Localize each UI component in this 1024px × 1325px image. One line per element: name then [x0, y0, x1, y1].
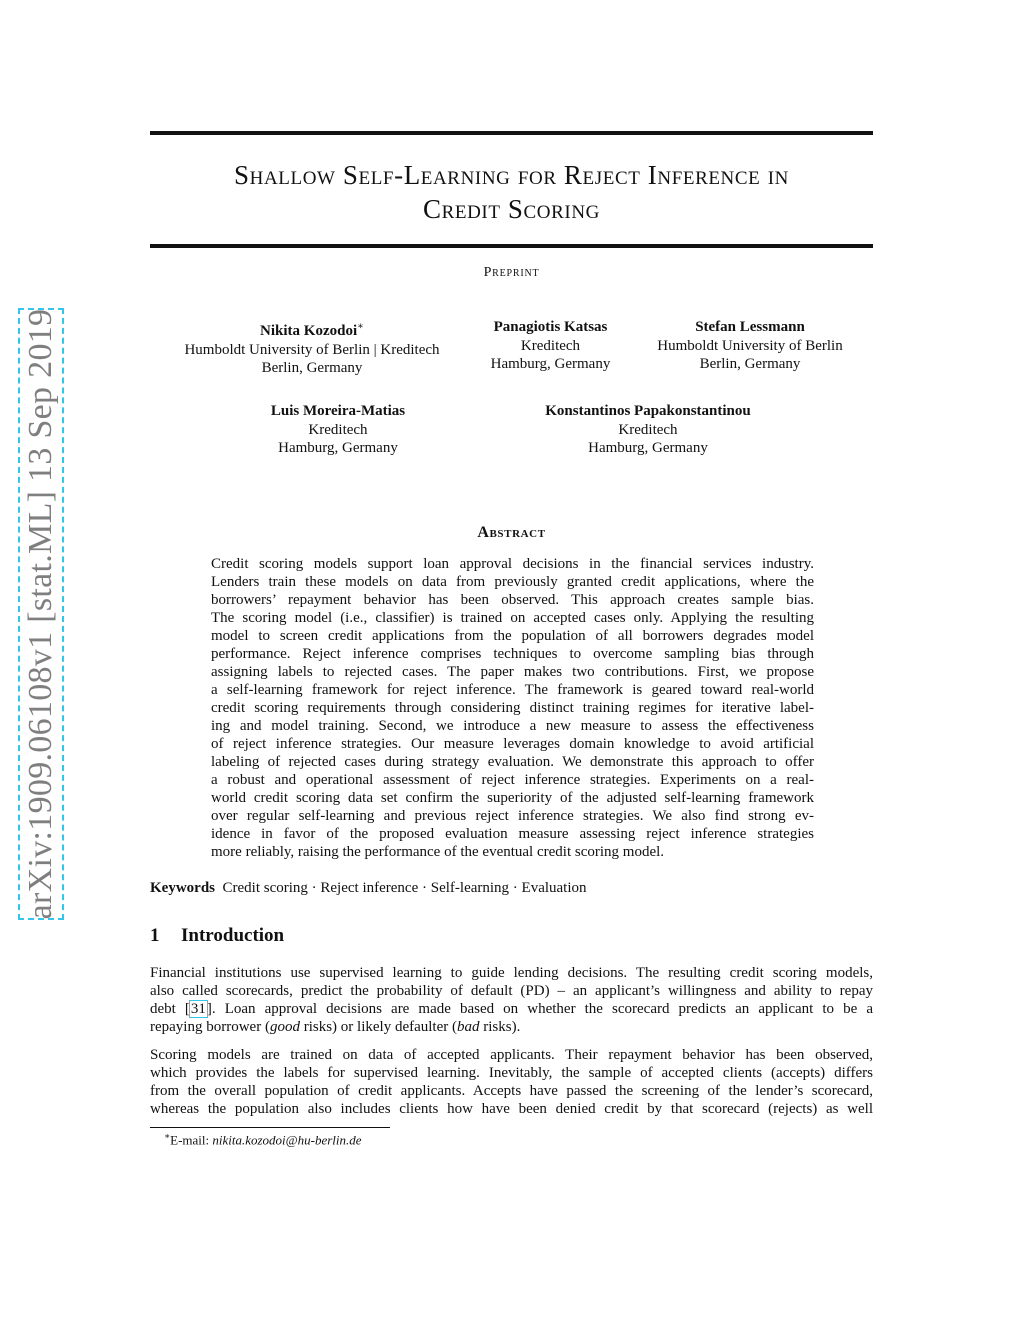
- paragraph-line: from the overall population of credit applicants. Accepts have passed the screening of the lender’s scorecard,: [150, 1083, 873, 1099]
- author-location: Berlin, Germany: [699, 356, 801, 372]
- abstract-line: Lenders train these models on data from previously granted credit applications, where the: [211, 574, 814, 590]
- paragraph-line: Scoring models are trained on data of accepted applicants. Their repayment behavior has been observed,: [150, 1047, 873, 1063]
- paragraph-line: [150, 1018, 873, 1036]
- emphasis-text: bad: [456, 1019, 480, 1035]
- title-rule-top: [150, 131, 873, 135]
- abstract-line: The scoring model (i.e., classifier) is trained on accepted cases only. Applying the resulting: [211, 610, 814, 626]
- author-location: Hamburg, Germany: [490, 356, 611, 372]
- abstract-line: assigning labels to rejected cases. The paper makes two contributions. First, we propose: [211, 664, 814, 680]
- author-name: Panagiotis Katsas: [493, 319, 608, 335]
- author-block: [627, 318, 873, 374]
- author-block: [150, 318, 474, 378]
- author-footnote-mark[interactable]: ∗: [357, 321, 364, 332]
- preprint-label: Preprint: [483, 265, 540, 280]
- title-line-1: Shallow Self-Learning for Reject Inference in: [234, 160, 789, 190]
- line-text: risks) or likely defaulter (: [299, 1019, 457, 1035]
- abstract-line: credit scoring requirements through considering distinct training regimes for iterative label-: [211, 700, 814, 716]
- author-affiliation: Kreditech: [618, 421, 678, 438]
- abstract-line: over regular self-learning and previous reject inference strategies. We also find strong ev-: [211, 808, 814, 824]
- arxiv-identifier: arXiv:1909.06108v1 [stat.ML] 13 Sep 2019: [22, 308, 59, 920]
- author-location: Hamburg, Germany: [278, 440, 398, 456]
- abstract-line: world credit scoring data set confirm the superiority of the adjusted self-learning framework: [211, 790, 814, 806]
- abstract-line: labeling of rejected cases during strategy evaluation. We demonstrate this approach to offer: [211, 754, 814, 770]
- footnote-rule: [150, 1127, 390, 1128]
- abstract-line: of reject inference strategies. Our measure leverages domain knowledge to avoid artificial: [211, 736, 814, 752]
- paper-title: [150, 158, 873, 226]
- citation-link[interactable]: 31: [190, 1001, 206, 1017]
- title-line-2: Credit Scoring: [423, 194, 600, 224]
- line-text: repaying borrower (: [150, 1019, 270, 1035]
- paragraph-line: whereas the population also includes clients how have been denied credit by that scorecard (rejects) as well: [150, 1101, 873, 1117]
- paragraph-line: which provides the labels for supervised learning. Inevitably, the sample of accepted clients (accepts) differs: [150, 1065, 873, 1081]
- author-name: Luis Moreira-Matias: [270, 403, 406, 419]
- abstract-line: Credit scoring models support loan approval decisions in the financial services industry.: [211, 556, 814, 572]
- footnote-email: nikita.kozodoi@hu-berlin.de: [212, 1132, 362, 1148]
- line-text: ]. Loan approval decisions are made based on whether the scorecard predicts an applicant to be a: [206, 1001, 873, 1017]
- abstract-line: ing and model training. Second, we introduce a new measure to assess the effectiveness: [211, 718, 814, 734]
- author-block: [502, 402, 794, 458]
- paragraph-line: [150, 1000, 873, 1018]
- author-block: [223, 402, 453, 458]
- line-text: debt [: [150, 1001, 190, 1017]
- author-affiliation: Kreditech: [520, 337, 581, 354]
- author-affiliation: Humboldt University of Berlin | Kreditech: [184, 341, 440, 358]
- abstract-heading: Abstract: [477, 524, 546, 541]
- footnote-mark: ∗: [164, 1131, 171, 1141]
- author-affiliation: Humboldt University of Berlin: [657, 337, 843, 354]
- line-text: risks).: [479, 1019, 521, 1035]
- author-name: Konstantinos Papakonstantinou: [545, 403, 751, 419]
- abstract-line: a self-learning framework for reject inference. The framework is geared toward real-world: [211, 682, 814, 698]
- abstract-line: model to screen credit applications from the population of all borrowers degrades model: [211, 628, 814, 644]
- author-location: Hamburg, Germany: [588, 440, 708, 456]
- author-affiliation: Kreditech: [308, 421, 368, 438]
- author-block: [474, 318, 627, 374]
- keywords: [150, 880, 587, 897]
- paragraph-line: also called scorecards, predict the probability of default (PD) – an applicant’s willingness and ability to repay: [150, 983, 873, 999]
- abstract-line: more reliably, raising the performance of the eventual credit scoring model.: [211, 844, 665, 860]
- section-heading: [150, 925, 284, 947]
- footnote-label: E-mail:: [170, 1132, 213, 1148]
- section-title: Introduction: [181, 925, 285, 946]
- emphasis-text: good: [269, 1019, 300, 1035]
- abstract-line: idence in favor of the proposed evaluation measure assessing reject inference strategies: [211, 826, 814, 842]
- author-name: Stefan Lessmann: [695, 319, 805, 335]
- author-location: Berlin, Germany: [261, 360, 363, 376]
- abstract-line: performance. Reject inference comprises techniques to overcome sampling bias through: [211, 646, 814, 662]
- footnote: [164, 1131, 362, 1148]
- paragraph-line: Financial institutions use supervised learning to guide lending decisions. The resulting credit scoring models,: [150, 965, 873, 981]
- section-number: 1: [150, 925, 160, 946]
- abstract-line: borrowers’ repayment behavior has been observed. This approach creates sample bias.: [211, 592, 814, 608]
- title-rule-bottom: [150, 244, 873, 248]
- keywords-label: Keywords: [150, 880, 215, 896]
- author-name: Nikita Kozodoi: [260, 323, 358, 339]
- keywords-text: Credit scoring · Reject inference · Self-learning · Evaluation: [222, 880, 587, 896]
- abstract-line: a robust and operational assessment of reject inference strategies. Experiments on a real-: [211, 772, 814, 788]
